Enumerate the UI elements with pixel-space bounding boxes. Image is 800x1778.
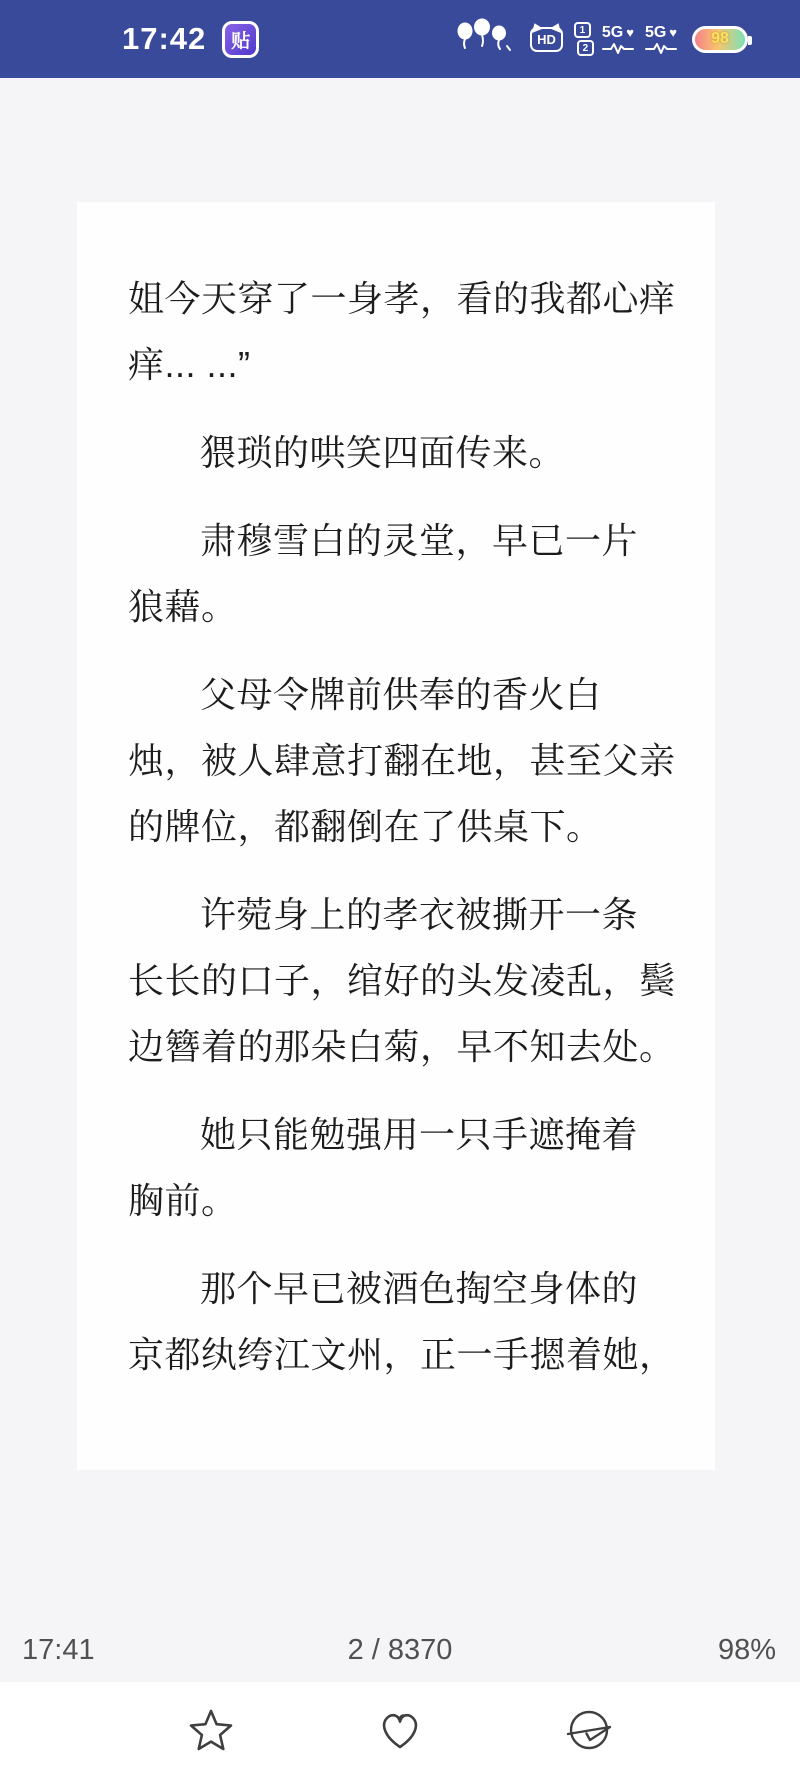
battery-nub bbox=[748, 36, 752, 45]
text-line: 那个早已被酒色掏空身体的 bbox=[200, 1268, 639, 1309]
tieba-app-icon-glyph: 贴 bbox=[231, 30, 251, 52]
network-5g-icon-2 bbox=[645, 25, 677, 54]
signal-heart-icon-2: ♥ bbox=[669, 25, 677, 40]
page-indicator: 2 / 8370 bbox=[347, 1633, 453, 1666]
send-plane-icon bbox=[566, 1707, 612, 1753]
paragraph bbox=[128, 1102, 676, 1234]
battery-percent-text: 98% bbox=[717, 1633, 776, 1666]
battery-level-text: 98 bbox=[711, 30, 729, 47]
like-heart-button[interactable] bbox=[377, 1707, 423, 1753]
action-bar bbox=[0, 1682, 800, 1778]
status-bar-right bbox=[455, 16, 748, 63]
network-5g-icon-1 bbox=[602, 25, 634, 54]
text-line: 边簪着的那朵白菊，早不知去处。 bbox=[128, 1026, 676, 1067]
hd-voice-icon: HD bbox=[530, 27, 563, 52]
paragraph bbox=[128, 266, 676, 398]
heartbeat-wave-icon-2 bbox=[645, 41, 677, 54]
text-line: 姐今天穿了一身孝，看的我都心痒 bbox=[128, 278, 676, 319]
battery-icon bbox=[692, 26, 748, 53]
text-line: 京都纨绔江文州，正一手摁着她， bbox=[128, 1334, 676, 1375]
paragraph bbox=[128, 662, 676, 860]
balloon-notifications-icon bbox=[455, 16, 517, 63]
text-line: 烛，被人肆意打翻在地，甚至父亲 bbox=[128, 740, 676, 781]
heart-icon bbox=[377, 1707, 423, 1753]
text-line: 父母令牌前供奉的香火白 bbox=[200, 674, 602, 715]
sim1-badge: 1 bbox=[574, 22, 591, 38]
tieba-app-icon bbox=[222, 21, 259, 58]
paragraph bbox=[128, 508, 676, 640]
signal-heart-icon-1: ♥ bbox=[626, 25, 634, 40]
text-line: 痒... ...” bbox=[128, 344, 251, 385]
text-line: 猥琐的哄笑四面传来。 bbox=[200, 432, 566, 473]
star-icon bbox=[188, 1707, 234, 1753]
reading-card[interactable] bbox=[77, 202, 715, 1470]
reader-footer bbox=[0, 1626, 800, 1674]
paragraph bbox=[128, 1256, 676, 1388]
reading-clock: 17:41 bbox=[22, 1633, 95, 1666]
text-line: 长长的口子，绾好的头发凌乱，鬓 bbox=[128, 960, 676, 1001]
paragraph bbox=[128, 882, 676, 1080]
paragraph bbox=[128, 420, 676, 486]
text-line: 的牌位，都翻倒在了供桌下。 bbox=[128, 806, 603, 847]
network-5g-label-1: 5G bbox=[601, 23, 624, 41]
text-line: 胸前。 bbox=[128, 1180, 238, 1221]
text-line: 许菀身上的孝衣被撕开一条 bbox=[200, 894, 639, 935]
heartbeat-wave-icon-1 bbox=[602, 41, 634, 54]
network-5g-label-2: 5G bbox=[644, 23, 667, 41]
favorite-star-button[interactable] bbox=[188, 1707, 234, 1753]
dual-sim-icon bbox=[574, 22, 591, 56]
text-line: 她只能勉强用一只手遮掩着 bbox=[200, 1114, 639, 1155]
text-line: 肃穆雪白的灵堂，早已一片 bbox=[200, 520, 639, 561]
share-send-button[interactable] bbox=[566, 1707, 612, 1753]
text-line: 狼藉。 bbox=[128, 586, 238, 627]
status-clock: 17:42 bbox=[122, 21, 207, 56]
sim2-badge: 2 bbox=[577, 40, 594, 56]
status-bar-left bbox=[122, 21, 259, 58]
status-bar bbox=[0, 0, 800, 78]
